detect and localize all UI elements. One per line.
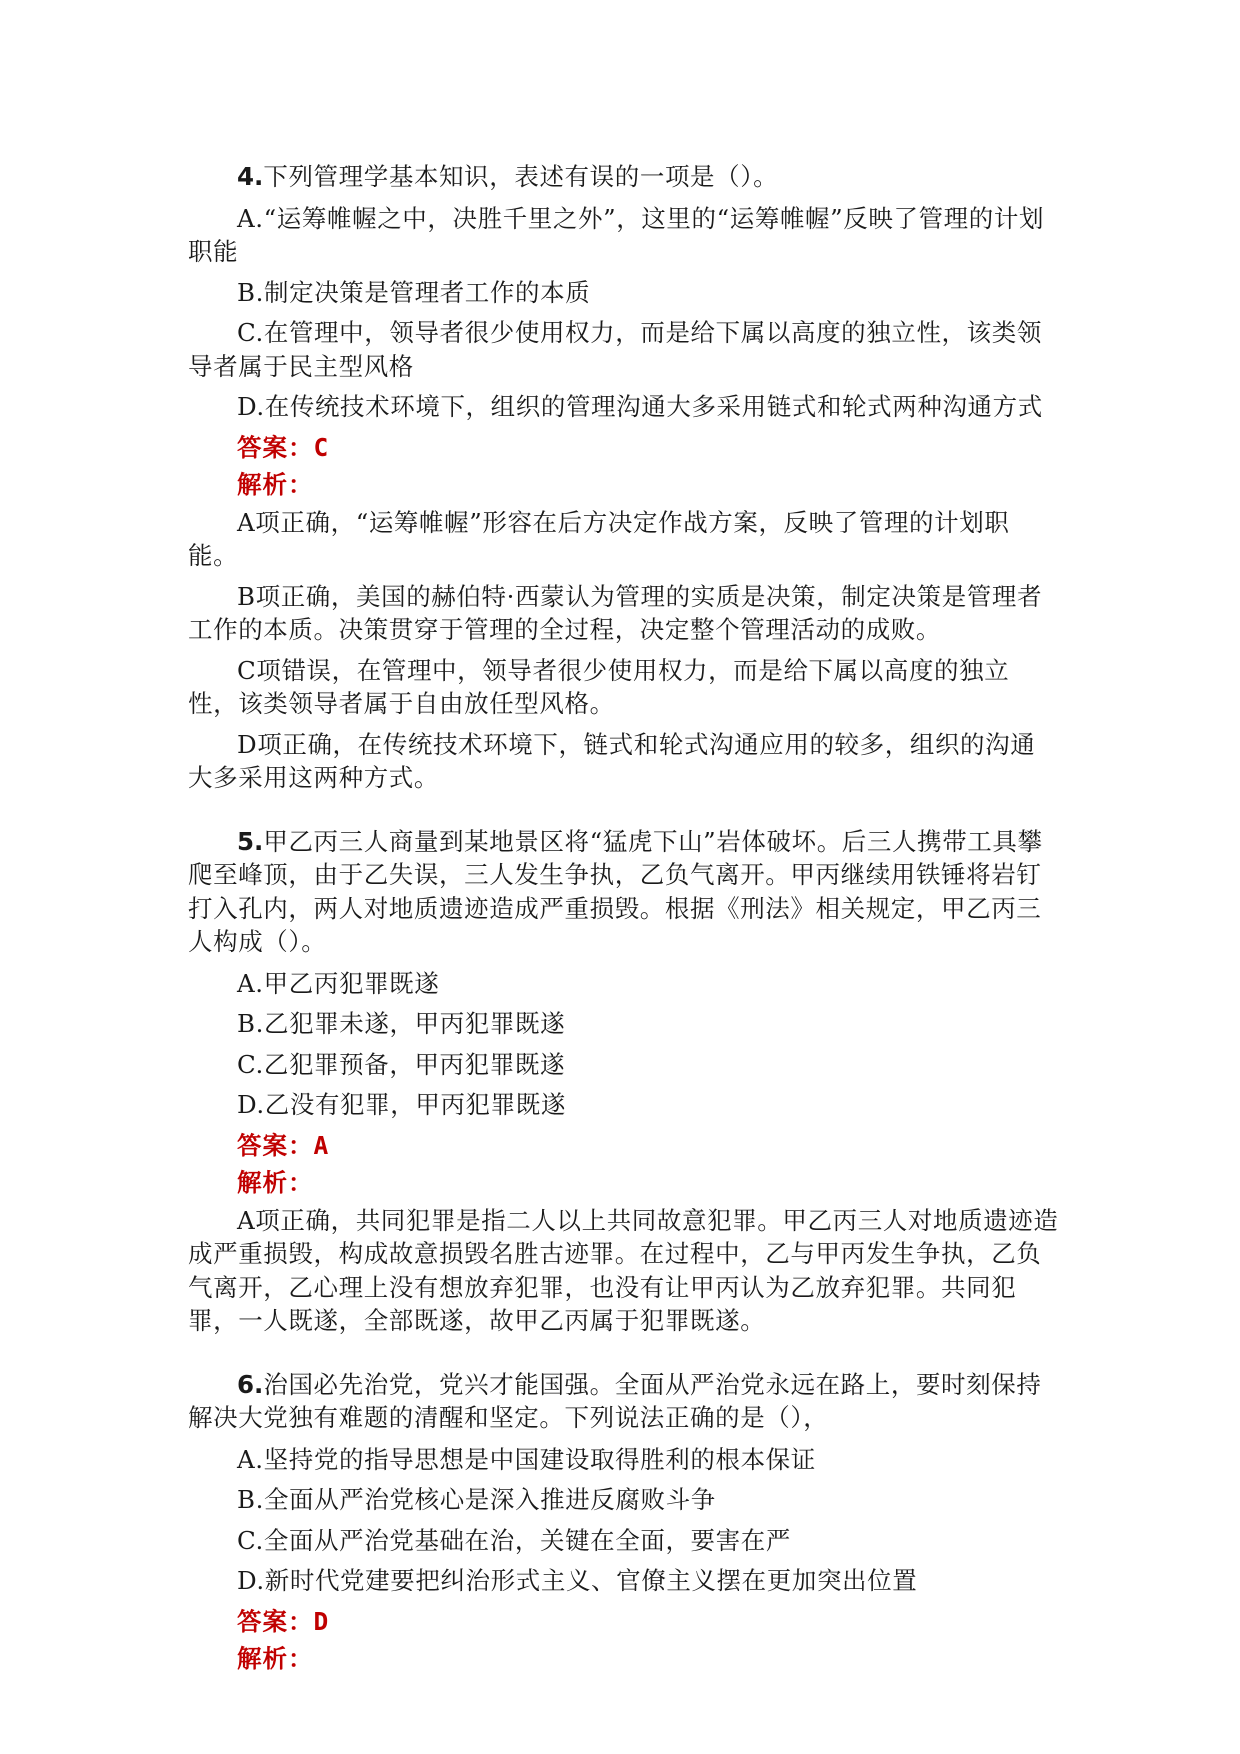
option-a: A.“运筹帷幄之中，决胜千里之外”，这里的“运筹帷幄”反映了管理的计划职能 [188,203,1045,266]
answer: 答案：A [237,1130,330,1160]
option-a: A.坚持党的指导思想是中国建设取得胜利的根本保证 [237,1444,816,1474]
option-d: D.在传统技术环境下，组织的管理沟通大多采用链式和轮式两种沟通方式 [237,392,1043,421]
question-5 [188,825,1059,1338]
analysis-paragraph: A项正确，“运筹帷幄”形容在后方决定作战方案，反映了管理的计划职能。 [188,507,1010,570]
question-6 [188,1368,1059,1676]
option-d: D.新时代党建要把纠治形式主义、官僚主义摆在更加突出位置 [237,1566,918,1595]
answer: 答案：C [237,432,330,462]
option-b: B.全面从严治党核心是深入推进反腐败斗争 [237,1485,716,1514]
analysis-paragraph: C项错误，在管理中，领导者很少使用权力，而是给下属以高度的独立性，该类领导者属于自由放任型风格。 [188,655,1010,718]
question-number: 4. [237,162,264,191]
option-d: D.乙没有犯罪，甲丙犯罪既遂 [237,1090,566,1119]
analysis-label: 解析： [237,1644,314,1673]
question-text: 治国必先治党，党兴才能国强。全面从严治党永远在路上，要时刻保持解决大党独有难题的清醒和坚定。下列说法正确的是（）， [188,1369,1042,1432]
question-text: 下列管理学基本知识，表述有误的一项是（）。 [263,162,779,191]
option-c: C.在管理中，领导者很少使用权力，而是给下属以高度的独立性，该类领导者属于民主型风格 [188,318,1042,381]
question-number: 6. [237,1369,264,1399]
answer: 答案：D [237,1606,330,1636]
question-4 [188,160,1059,795]
question-stem [188,160,1059,194]
option-c: C.乙犯罪预备，甲丙犯罪既遂 [237,1049,566,1079]
option-c: C.全面从严治党基础在治，关键在全面，要害在严 [237,1525,791,1555]
question-number: 5. [237,826,264,856]
option-a: A.甲乙丙犯罪既遂 [237,968,440,998]
analysis-paragraph: D项正确，在传统技术环境下，链式和轮式沟通应用的较多，组织的沟通大多采用这两种方式。 [188,729,1036,792]
question-stem [188,1368,1059,1435]
analysis-paragraph: B项正确，美国的赫伯特·西蒙认为管理的实质是决策，制定决策是管理者工作的本质。决策贯穿于管理的全过程，决定整个管理活动的成败。 [188,581,1043,644]
question-text: 甲乙丙三人商量到某地景区将“猛虎下山”岩体破坏。后三人携带工具攀爬至峰顶，由于乙失误，三人发生争执，乙负气离开。甲丙继续用铁锤将岩钉打入孔内，两人对地质遗迹造成严重损毁。根据《刑法》相关规定，甲乙丙三人构成（）。 [188,826,1043,956]
analysis-label: 解析： [237,1168,314,1197]
question-stem [188,825,1059,959]
option-b: B.乙犯罪未遂，甲丙犯罪既遂 [237,1009,566,1038]
option-b: B.制定决策是管理者工作的本质 [237,277,591,307]
analysis-label: 解析： [237,470,314,499]
analysis-paragraph: A项正确，共同犯罪是指二人以上共同故意犯罪。甲乙丙三人对地质遗迹造成严重损毁，构成故意损毁名胜古迹罪。在过程中，乙与甲丙发生争执，乙负气离开，乙心理上没有想放弃犯罪，也没有让甲丙认为乙放弃犯罪。共同犯罪，一人既遂，全部既遂，故甲乙丙属于犯罪既遂。 [188,1205,1059,1335]
